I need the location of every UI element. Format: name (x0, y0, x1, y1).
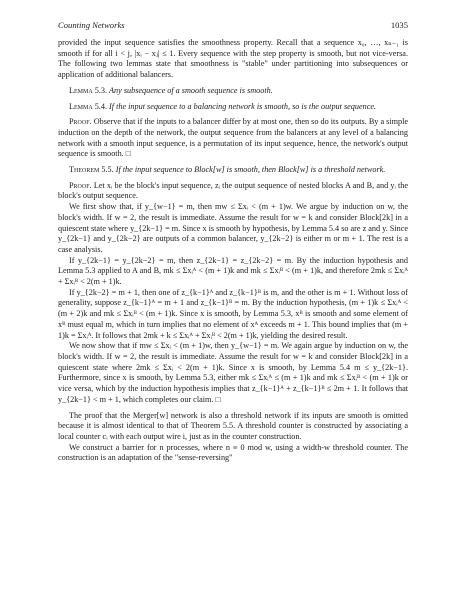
paragraph-case-plus-one: If y_{2k−2} = m + 1, then one of z_{k−1}ᴬ and z_{k−1}ᴮ is m, and the other is m + 1. Without loss of generality, suppose z_{k−1}ᴬ = m + 1 and z_{k−1}ᴮ = m. By the induction hypothesis, (m + 1)k ≤ Σxᵢᴬ < (m + 2)k and mk ≤ Σxᵢᴮ < (m + 1)k. Since x is smooth, by Lemma 5.3, xᴮ is smooth and some element of xᴮ must equal m, which in turn implies that no element of xᴬ exceeds m + 1. This bound implies that (m + 1)k = Σxᵢᴬ. It follows that 2mk + k ≤ Σxᵢᴬ + Σxᵢᴮ < 2(m + 1)k, yielding the desired result. (58, 287, 408, 340)
running-header (58, 20, 408, 34)
body-text (58, 38, 408, 464)
paragraph-converse-direction: We now show that if mw ≤ Σxᵢ < (m + 1)w, then y_{w−1} = m. We again argue by induction on w, the block's width. If w = 2, the result is immediate. Assume the result for w = k and consider Block[2k] in a quiescent state where 2mk ≤ Σxᵢ < 2(m + 1)k. Since x is smooth, by Lemma 5.4 m ≤ y_{2k−1}. Furthermore, since x is smooth, by Lemma 5.3, either mk ≤ Σxᵢᴬ ≤ (m + 1)k and mk ≤ Σxᵢᴮ < (m + 1)k or vice versa, which by the induction hypothesis implies that z_{k−1}ᴬ + z_{k−1}ᴮ ≤ 2m + 1. It follows that y_{2k−1} < m + 1, which completes our claim. □ (58, 341, 408, 404)
proof-text: Let xᵢ be the block's input sequence, zᵢ the output sequence of nested blocks A and B, and yᵢ the block's output sequence. (58, 180, 408, 201)
proof-theorem-5-5 (58, 181, 408, 202)
paragraph-merger: The proof that the Merger[w] network is also a threshold network if its inputs are smooth is omitted because it is almost identical to that of Theorem 5.5. A threshold counter is constructed by associating a local counter cᵢ with each output wire i, just as in the counter construction. (58, 410, 408, 441)
paragraph-barrier: We construct a barrier for n processes, where n ≡ 0 mod w, using a width-w threshold counter. The construction is an adaptation of the "sense-reversing" (58, 442, 408, 463)
proof-label: Proof. (69, 117, 92, 127)
page-number: 1035 (390, 20, 408, 30)
running-title: Counting Networks (58, 20, 125, 30)
paragraph-first-direction: We first show that, if y_{w−1} = m, then mw ≤ Σxᵢ < (m + 1)w. We argue by induction on w, the block's width. If w = 2, the result is immediate. Assume the result for w = k and consider Block[2k] in a quiescent state where y_{2k−1} = m. Since x is smooth by hypothesis, by Lemma 5.4 so are z and y. Since y_{2k−1} and y_{2k−2} are outputs of a common balancer, y_{2k−2} is either m or m + 1. The rest is a case analysis. (58, 202, 408, 254)
lemma-5-4-label: Lemma 5.4. (69, 101, 107, 111)
lemma-5-4-statement: If the input sequence to a balancing network is smooth, so is the output sequence. (109, 101, 377, 111)
paragraph-case-equal: If y_{2k−1} = y_{2k−2} = m, then z_{2k−1} = z_{2k−2} = m. By the induction hypothesis and Lemma 5.3 applied to A and B, mk ≤ Σxᵢᴬ < (m + 1)k and mk ≤ Σxᵢᴮ < (m + 1)k, and therefore 2mk ≤ Σxᵢᴬ + Σxᵢᴮ < 2(m + 1)k. (58, 255, 408, 287)
proof-label: Proof. (69, 180, 92, 190)
theorem-5-5 (58, 165, 408, 176)
theorem-5-5-statement: If the input sequence to Block[w] is smooth, then Block[w] is a threshold network. (115, 165, 386, 175)
lemma-5-4 (58, 102, 408, 113)
lemma-5-3-statement: Any subsequence of a smooth sequence is smooth. (109, 85, 273, 95)
theorem-5-5-label: Theorem 5.5. (69, 165, 114, 175)
lemma-5-3 (58, 86, 408, 97)
proof-text: Observe that if the inputs to a balancer differ by at most one, then so do its outputs. By a simple induction on the depth of the network, the output sequence from the balancers at any level of a balancing network with a smooth input sequence, is a permutation of its input sequence, hence, the network's output sequence is smooth. □ (58, 117, 409, 159)
lemma-5-3-label: Lemma 5.3. (69, 85, 107, 95)
proof-lemma-5-4 (58, 117, 408, 160)
intro-paragraph: provided the input sequence satisfies the smoothness property. Recall that a sequence x₀, …, xₙ₋₁ is smooth if for all i < j, |xᵢ − xⱼ| ≤ 1. Every sequence with the step property is smooth, but not vice-versa. The following two lemmas state that smoothness is "stable" under partitioning into subsequences or application of additional balancers. (58, 38, 408, 80)
